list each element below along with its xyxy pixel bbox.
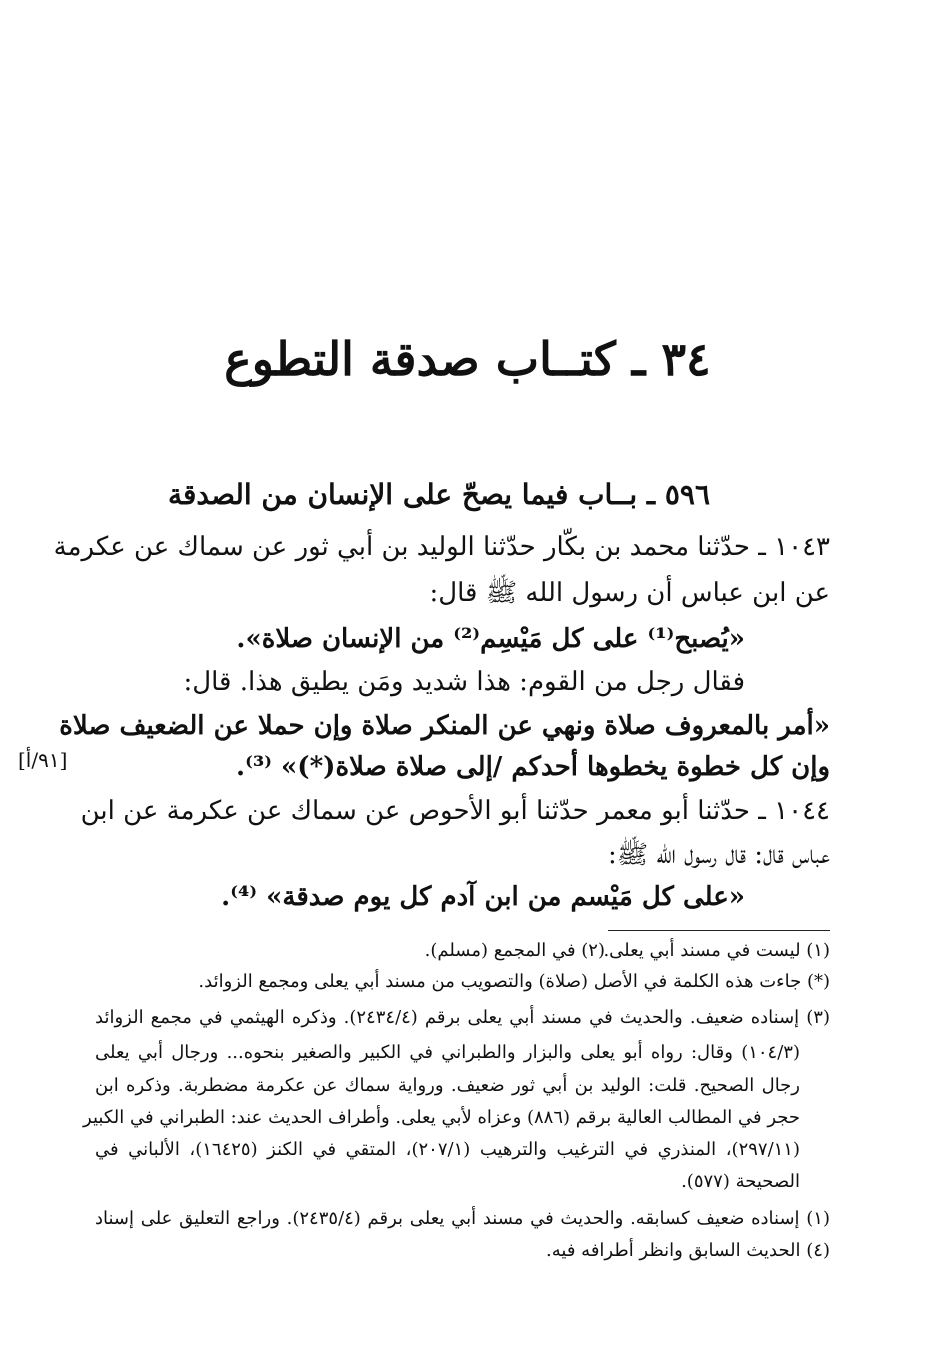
footnote-separator (608, 930, 830, 931)
footnote-3-line-5: (٢٩٧/١١)، المنذري في الترغيب والترهيب (٢٠٧/١)، المتقي في الكنز (١٦٤٢٥)، الألباني في (95, 1139, 800, 1160)
footnote-3-line-6: الصحيحة (٥٧٧). (681, 1171, 800, 1192)
footnote-4-line-1: (١) إسناده ضعيف كسابقه. والحديث في مسند أبي يعلى برقم (٢٤٣٥/٤). وراجع التعليق على إسناد (95, 1208, 830, 1229)
footnote-3-line-3: رجال الصحيح. قلت: الوليد بن أبي ثور ضعيف. ورواية سماك عن عكرمة مضطربة. وذكره ابن (95, 1075, 800, 1096)
chapter-title: ٣٤ ـ كتــاب صدقة التطوع (224, 332, 711, 386)
hadith-1043-text-2: «أمر بالمعروف صلاة ونهي عن المنكر صلاة وإن حملا عن الضعيف صلاة (59, 711, 830, 741)
hadith-1044-line-2: عباس قال: قال رسول الله ﷺ: (608, 840, 830, 870)
footnote-3-line-2: (١٠٤/٣) وقال: رواه أبو يعلى والبزار والطبراني في الكبير والصغير بنحوه... ورجال أبي يعلى (95, 1042, 800, 1063)
margin-folio-ref: [٩١/أ] (18, 748, 68, 772)
footnote-3-line-1: (٣) إسناده ضعيف. والحديث في مسند أبي يعلى برقم (٢٤٣٤/٤). وذكره الهيثمي في مجمع الزوائد (95, 1007, 830, 1028)
hadith-1043-line-4: فقال رجل من القوم: هذا شديد ومَن يطيق هذا. قال: (183, 667, 745, 697)
hadith-1043-text-1: «يُصبح⁽¹⁾ على كل مَيْسِم⁽²⁾ من الإنسان صلاة». (236, 624, 745, 654)
section-title: ٥٩٦ ـ بــاب فيما يصحّ على الإنسان من الصدقة (167, 478, 710, 511)
footnote-3-line-4: حجر في المطالب العالية برقم (٨٨٦) وعزاه لأبي يعلى. وأطراف الحديث عند: الطبراني في الكبير (83, 1107, 800, 1128)
hadith-1043-line-1: ١٠٤٣ ـ حدّثنا محمد بن بكّار حدّثنا الوليد بن أبي ثور عن سماك عن عكرمة (53, 532, 830, 562)
footnote-1: (١) ليست في مسند أبي يعلى. (603, 940, 830, 961)
hadith-1043-text-3: وإن كل خطوة يخطوها أحدكم /إلى صلاة صلاة(*)» ⁽³⁾. (236, 752, 830, 782)
footnote-4-line-2: (٤) الحديث السابق وانظر أطرافه فيه. (546, 1240, 830, 1261)
hadith-1044-line-1: ١٠٤٤ ـ حدّثنا أبو معمر حدّثنا أبو الأحوص عن سماك عن عكرمة عن ابن (80, 796, 830, 826)
hadith-1043-line-2: عن ابن عباس أن رسول الله ﷺ قال: (429, 578, 830, 608)
footnote-2: (٢) في المجمع (مسلم). (424, 940, 605, 961)
hadith-1044-text: «على كل مَيْسم من ابن آدم كل يوم صدقة» ⁽⁴⁾. (221, 882, 745, 912)
footnote-star: (*) جاءت هذه الكلمة في الأصل (صلاة) والتصويب من مسند أبي يعلى ومجمع الزوائد. (198, 971, 830, 992)
